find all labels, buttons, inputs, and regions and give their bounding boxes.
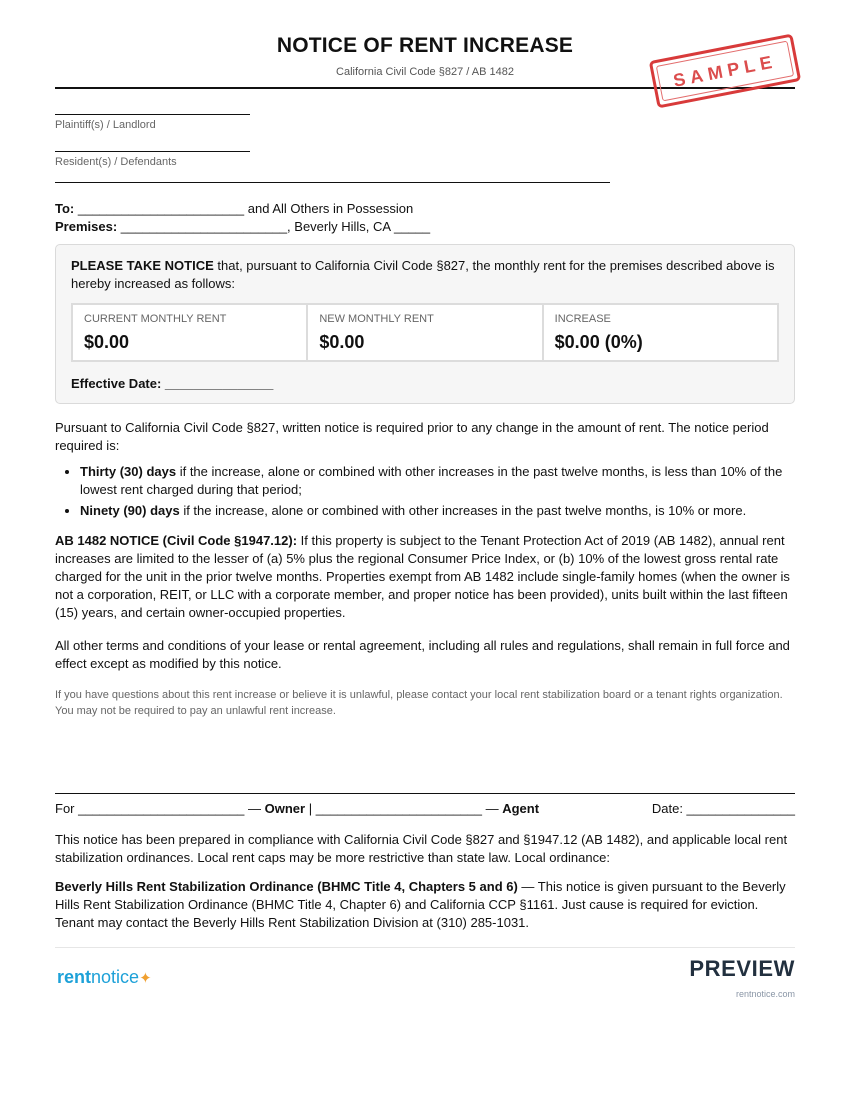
logo-notice: notice bbox=[91, 967, 140, 987]
ordinance-text: — This notice is given pursuant to the Beverly Hills Rent Stabilization Ordinance (BHMC Title 4, Chapter 6) and California CCP §1161. Just cause is required for eviction. Tenant may contact the Beverly Hills Rent Stabilization Division at (310) 285-1031. bbox=[55, 879, 786, 930]
page-footer bbox=[55, 948, 795, 1018]
to-line bbox=[55, 200, 795, 218]
period-90-text: if the increase, alone or combined with other increases in the past twelve months, is 10% or more. bbox=[179, 503, 747, 518]
new-rent-cell bbox=[308, 305, 543, 360]
current-rent-label: CURRENT MONTHLY RENT bbox=[84, 313, 227, 325]
signature-line bbox=[55, 801, 795, 816]
list-item bbox=[80, 502, 795, 520]
owner-label: Owner bbox=[264, 801, 306, 816]
to-text: _______________________ and All Others in Possession bbox=[74, 201, 414, 216]
list-item bbox=[80, 463, 795, 499]
premises-text: _______________________, Beverly Hills, CA _____ bbox=[117, 219, 431, 234]
period-90-label: Ninety (90) days bbox=[80, 503, 180, 518]
notice-period-intro: Pursuant to California Civil Code §827, written notice is required prior to any change in the amount of rent. The notice period required is: bbox=[55, 420, 769, 453]
resident-block bbox=[55, 151, 795, 168]
parties-divider bbox=[55, 182, 610, 183]
increase-value: $0.00 (0%) bbox=[554, 332, 643, 352]
rentnotice-logo bbox=[57, 967, 152, 988]
increase-label: INCREASE bbox=[554, 313, 611, 325]
new-rent-label: NEW MONTHLY RENT bbox=[319, 313, 434, 325]
signature-parties bbox=[55, 801, 539, 816]
signature-divider bbox=[55, 793, 795, 794]
notice-period-list bbox=[55, 463, 795, 520]
notice-lead: PLEASE TAKE NOTICE bbox=[71, 258, 214, 273]
sparkle-icon: ✦ bbox=[139, 970, 152, 987]
effective-date: Effective Date: _______________ bbox=[71, 376, 274, 391]
stamp-text: SAMPLE bbox=[671, 50, 779, 91]
current-rent-cell bbox=[73, 305, 308, 360]
premises-line bbox=[55, 218, 795, 236]
ab1482-heading: AB 1482 NOTICE (Civil Code §1947.12): bbox=[55, 533, 298, 548]
plaintiff-block bbox=[55, 114, 795, 131]
signature-date: Date: _______________ bbox=[651, 801, 795, 816]
increase-cell bbox=[544, 305, 777, 360]
questions-paragraph: If you have questions about this rent increase or believe it is unlawful, please contact your local rent stabilization board or a tenant rights organization. You may not be required to pay an unlawful rent increase. bbox=[55, 689, 783, 717]
plaintiff-label: Plaintiff(s) / Landlord bbox=[55, 119, 156, 131]
document-subtitle: California Civil Code §827 / AB 1482 bbox=[336, 66, 514, 78]
ordinance-heading: Beverly Hills Rent Stabilization Ordinance (BHMC Title 4, Chapters 5 and 6) bbox=[55, 879, 518, 894]
ab1482-text: If this property is subject to the Tenant Protection Act of 2019 (AB 1482), annual rent increases are limited to the lesser of (a) 5% plus the regional Consumer Price Index, or (b) 10% of the lowest gross rental rate charged for the unit in the prior twelve months. Properties exempt from AB 1482 include single-family homes (when the owner is not a corporation, REIT, or LLC with a corporate member, and proper notice has been provided), units built within the last fifteen (15) years, and certain owner-occupied properties. bbox=[55, 533, 790, 620]
notice-box bbox=[55, 244, 795, 404]
rent-amounts-table bbox=[71, 303, 779, 362]
premises-label: Premises: bbox=[55, 219, 118, 234]
current-rent-value: $0.00 bbox=[84, 332, 130, 352]
to-label: To: bbox=[55, 201, 75, 216]
agent-label: Agent bbox=[502, 801, 540, 816]
resident-line bbox=[55, 151, 250, 152]
document-title: NOTICE OF RENT INCREASE bbox=[276, 34, 574, 57]
local-ordinance-paragraph bbox=[55, 878, 795, 932]
site-url: rentnotice.com bbox=[735, 989, 795, 999]
resident-label: Resident(s) / Defendants bbox=[55, 156, 177, 168]
ab1482-notice bbox=[55, 532, 795, 622]
address-block bbox=[55, 200, 795, 236]
separator-text: | _______________________ — bbox=[305, 801, 503, 816]
plaintiff-line bbox=[55, 114, 250, 115]
preview-watermark: PREVIEW bbox=[689, 956, 795, 981]
period-30-text: if the increase, alone or combined with other increases in the past twelve months, is less than 10% of the lowest rent charged during that period; bbox=[80, 464, 783, 497]
notice-lead-text: that, pursuant to California Civil Code §827, the monthly rent for the premises described above is hereby increased as follows: bbox=[71, 258, 775, 291]
logo-rent: rent bbox=[57, 967, 92, 987]
period-30-label: Thirty (30) days bbox=[80, 464, 177, 479]
terms-paragraph: All other terms and conditions of your lease or rental agreement, including all rules and regulations, shall remain in full force and effect except as modified by this notice. bbox=[55, 638, 790, 671]
document-page bbox=[55, 0, 795, 1018]
notice-text bbox=[71, 257, 779, 293]
new-rent-value: $0.00 bbox=[319, 332, 365, 352]
for-text: For _______________________ — bbox=[55, 801, 265, 816]
compliance-paragraph: This notice has been prepared in compliance with California Civil Code §827 and §1947.12 (AB 1482), and applicable local rent stabilization ordinances. Local rent caps may be more restrictive than state law. Local ordinance: bbox=[55, 832, 788, 865]
